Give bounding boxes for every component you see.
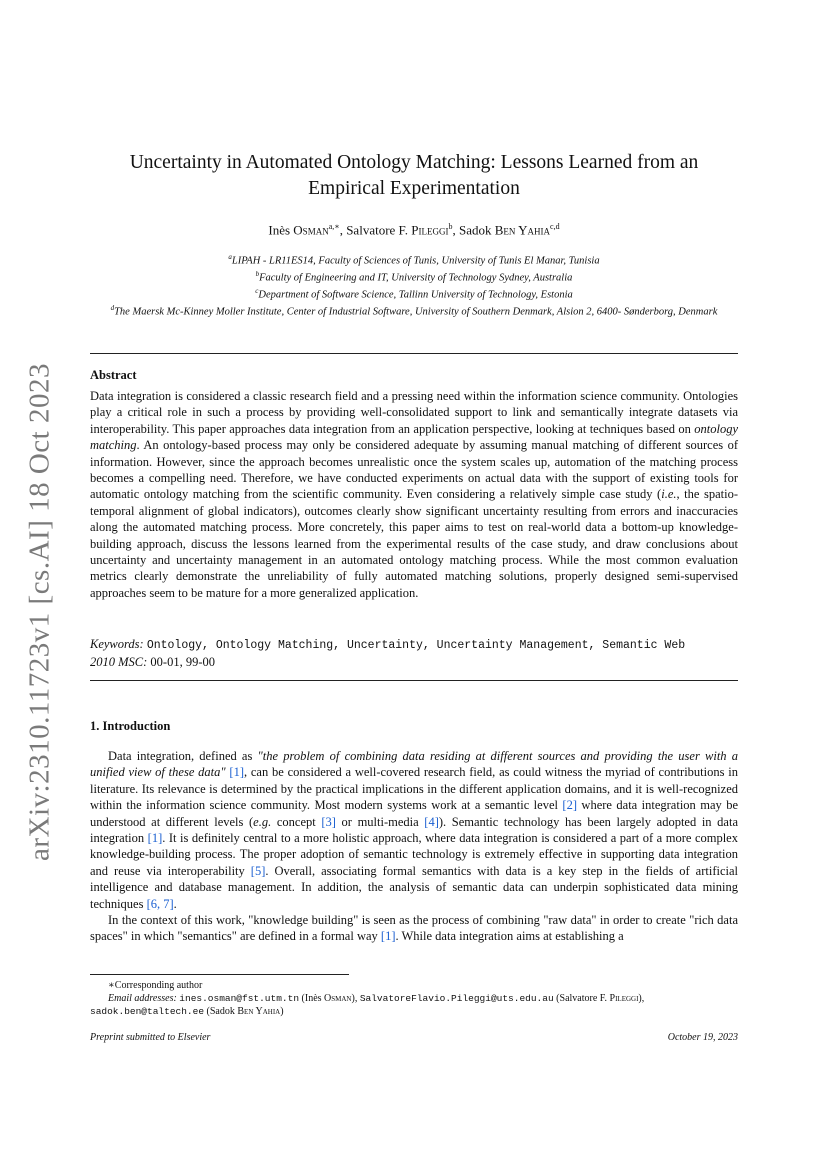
footer-date: October 19, 2023	[667, 1032, 738, 1043]
keywords-line: Keywords: Ontology, Ontology Matching, Uncertainty, Uncertainty Management, Semantic Web	[90, 637, 686, 652]
email-link[interactable]: ines.osman@fst.utm.tn	[179, 993, 300, 1004]
citation-link[interactable]: [4]	[424, 814, 439, 829]
arxiv-sidebar	[12, 363, 68, 861]
author-1-last: Osman	[293, 222, 329, 238]
page-footer	[90, 1032, 738, 1043]
author-3-mark: c,d	[550, 222, 560, 231]
citation-link[interactable]: [3]	[321, 814, 336, 829]
citation-link[interactable]: [1]	[147, 831, 163, 846]
author-2-first: , Salvatore F.	[339, 222, 412, 238]
author-list	[90, 222, 738, 238]
email-link[interactable]: SalvatoreFlavio.Pileggi@uts.edu.au	[359, 993, 554, 1004]
citation-link[interactable]: [2]	[562, 798, 577, 813]
citation-link[interactable]: [1]	[380, 929, 396, 944]
affiliation-c: $^c$Department of Software Science, Tallinn University of Technology, Estonia	[255, 286, 573, 301]
title-line-1: Uncertainty in Automated Ontology Matching: Lessons Learned from an	[129, 152, 699, 173]
intro-paragraph-1: Data integration, defined as "the problem of combining data residing at different sources and providing the user with a unified view of these data" [1], can be considered a well-covered research field, as could witness the myriad of contributions in literature. Its relevance is determined by the practical implications in the different application domains, and it is well-recognized within the information science community. Most modern systems work at a semantic level [2] where data integration may be understood at different levels (e.g. concept [3] or multi-media [4]). Semantic technology has been largely adopted in data integration [1]. It is definitely central to a more holistic approach, where data integration is considered a part of a more complex knowledge-building process. The proper adoption of semantic technology is extremely effective in supporting data integration and reuse via interoperability [5]. Overall, associating formal semantics with data is a key step in the fields of artificial intelligence and database management. In addition, the analysis of semantic data can underpin sophisticated data mining techniques [6, 7].	[90, 749, 739, 911]
email-link[interactable]: sadok.ben@taltech.ee	[90, 1006, 205, 1017]
citation-link[interactable]: [5]	[250, 863, 266, 878]
affiliation-d: $^d$The Maersk Mc-Kinney Moller Institute, Center of Industrial Software, University of Southern Denmark, Alsion 2, 6400- Sønderborg, Denmark	[110, 303, 718, 318]
abstract-heading: Abstract	[90, 368, 137, 382]
citation-link[interactable]: [1]	[229, 765, 244, 780]
author-3-last: Ben Yahia	[494, 222, 551, 238]
affiliation-a: $^a$LIPAH - LR11ES14, Faculty of Sciences of Tunis, University of Tunis El Manar, Tunisia	[228, 253, 600, 267]
title-line-2: Empirical Experimentation	[308, 178, 520, 199]
affiliations	[90, 251, 738, 319]
author-2-mark: b	[448, 222, 453, 231]
keywords-block	[90, 636, 738, 671]
footnote	[90, 979, 738, 1018]
author-3-first: , Sadok	[452, 222, 495, 238]
intro-paragraph-2: In the context of this work, "knowledge building" is seen as the process of combining "raw data" in order to create "rich data spaces" in which "semantics" are defined in a formal way [1]. While data integration aims at establishing a	[90, 913, 738, 944]
msc-line: 2010 MSC: 00-01, 99-00	[90, 655, 215, 670]
author-1-first: Inès	[268, 222, 294, 238]
citation-link[interactable]: [6, 7]	[146, 896, 174, 911]
abstract-top-rule	[90, 353, 738, 354]
email-addresses-cont: sadok.ben@taltech.ee (Sadok Ben Yahia)	[90, 1006, 284, 1017]
footer-preprint: Preprint submitted to Elsevier	[90, 1032, 211, 1043]
introduction-body	[90, 748, 738, 945]
abstract-bottom-rule	[90, 680, 738, 681]
email-addresses: Email addresses: ines.osman@fst.utm.tn (Inès Osman), SalvatoreFlavio.Pileggi@uts.edu.au (Salvatore F. Pileggi),	[108, 993, 645, 1004]
paper-title	[90, 150, 738, 202]
arxiv-id-stamp: arXiv:2310.11723v1 [cs.AI] 18 Oct 2023	[23, 363, 56, 861]
corresponding-author-note: ∗Corresponding author	[108, 980, 203, 991]
author-2-last: Pileggi	[411, 222, 449, 238]
footnote-rule	[90, 974, 349, 975]
affiliation-b: $^b$Faculty of Engineering and IT, University of Technology Sydney, Australia	[255, 269, 573, 284]
author-1-mark: a,∗	[328, 222, 340, 231]
abstract-body: Data integration is considered a classic research field and a pressing need within the information science community. Ontologies play a critical role in such a process by providing well-consolidated support to link and semantically integrate datasets via interoperability. This paper approaches data integration from an application perspective, looking at techniques based on ontology matching. An ontology-based process may only be considered adequate by assuming manual matching of different sources of information. However, since the approach becomes unrealistic once the system scales up, automation of the matching process becomes a compelling need. Therefore, we have conducted experiments on actual data with the support of existing tools for automatic ontology matching from the scientific community. Even considering a relatively simple case study (i.e., the spatio-temporal alignment of global indicators), outcomes clearly show significant uncertainty resulting from errors and inaccuracies along the automated matching process. More concretely, this paper aims to test on real-world data a bottom-up knowledge-building approach, discuss the lessons learned from the experimental results of the case study, and draw conclusions about uncertainty and uncertainty management in an automated ontology matching process. While the most common evaluation metrics clearly demonstrate the unreliability of fully automated matching solutions, properly designed semi-supervised approaches seem to be mature for a more generalized application.	[90, 389, 738, 600]
section-introduction-heading: 1. Introduction	[90, 719, 171, 733]
